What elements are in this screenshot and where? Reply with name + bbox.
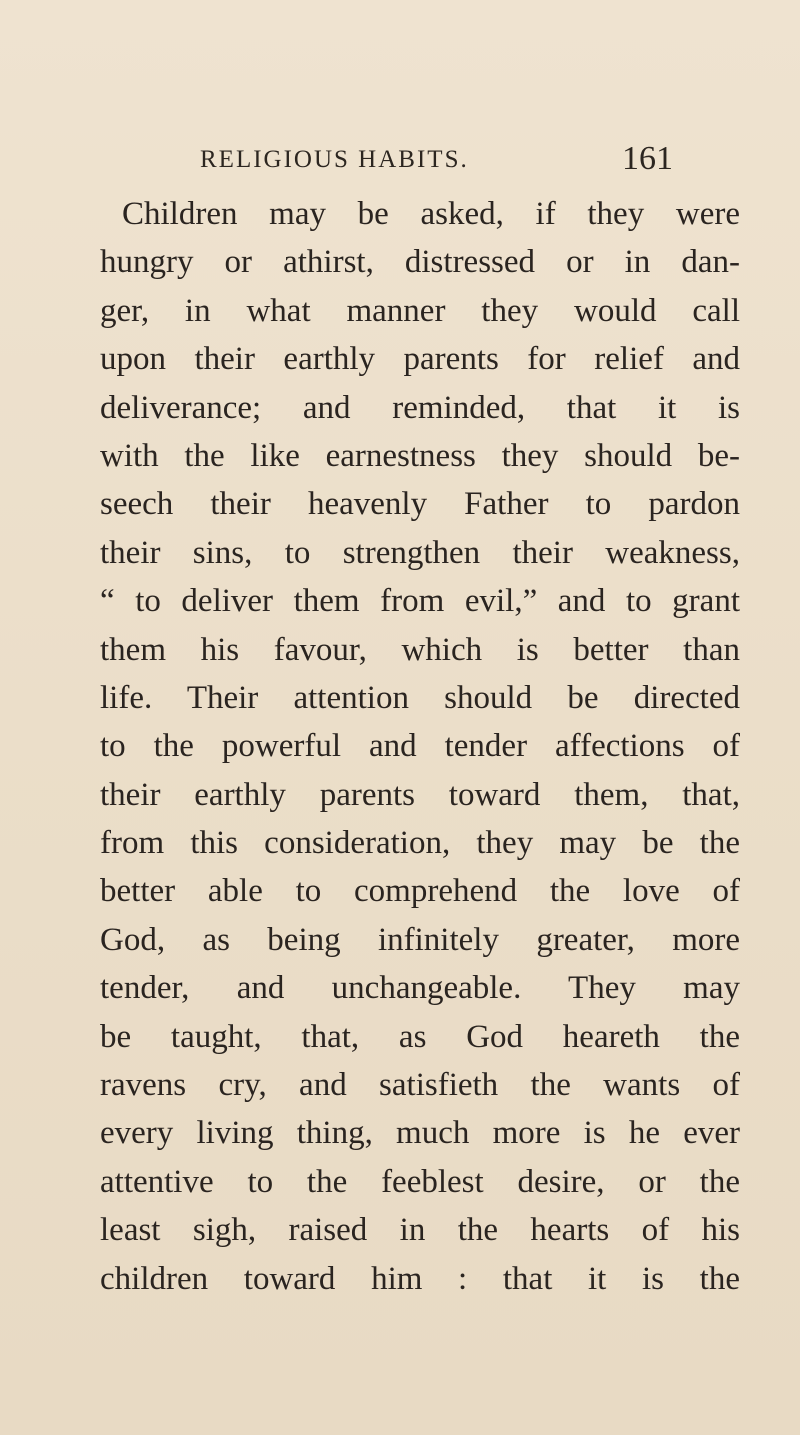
body-paragraph [100,190,740,1303]
running-title: RELIGIOUS HABITS. [200,146,469,173]
page-number: 161 [622,140,673,177]
text-line: to the powerful and tender affections of [100,728,740,765]
text-line: ger, in what manner they would call [100,292,740,329]
text-line: life. Their attention should be directed [100,679,740,716]
text-line: attentive to the feeblest desire, or the [100,1163,740,1200]
text-line: every living thing, much more is he ever [100,1115,740,1152]
text-line: be taught, that, as God heareth the [100,1018,740,1055]
text-line: upon their earthly parents for relief and [100,341,740,378]
text-line: children toward him : that it is the [100,1260,740,1297]
text-line: deliverance; and reminded, that it is [100,389,740,426]
text-line: them his favour, which is better than [100,631,740,668]
text-line: better able to comprehend the love of [100,873,740,910]
text-line: “ to deliver them from evil,” and to grant [100,583,740,620]
text-line: hungry or athirst, distressed or in dan- [100,244,740,281]
text-line: from this consideration, they may be the [100,825,740,862]
text-line: their earthly parents toward them, that, [100,776,740,813]
text-line: least sigh, raised in the hearts of his [100,1212,740,1249]
text-line: Children may be asked, if they were [122,196,740,232]
text-line: ravens cry, and satisfieth the wants of [100,1067,740,1104]
text-line: with the like earnestness they should be- [100,437,740,474]
running-head [0,140,800,180]
text-line: their sins, to strengthen their weakness, [100,534,740,571]
text-line: God, as being infinitely greater, more [100,921,740,958]
text-line: tender, and unchangeable. They may [100,970,740,1007]
text-line: seech their heavenly Father to pardon [100,486,740,523]
